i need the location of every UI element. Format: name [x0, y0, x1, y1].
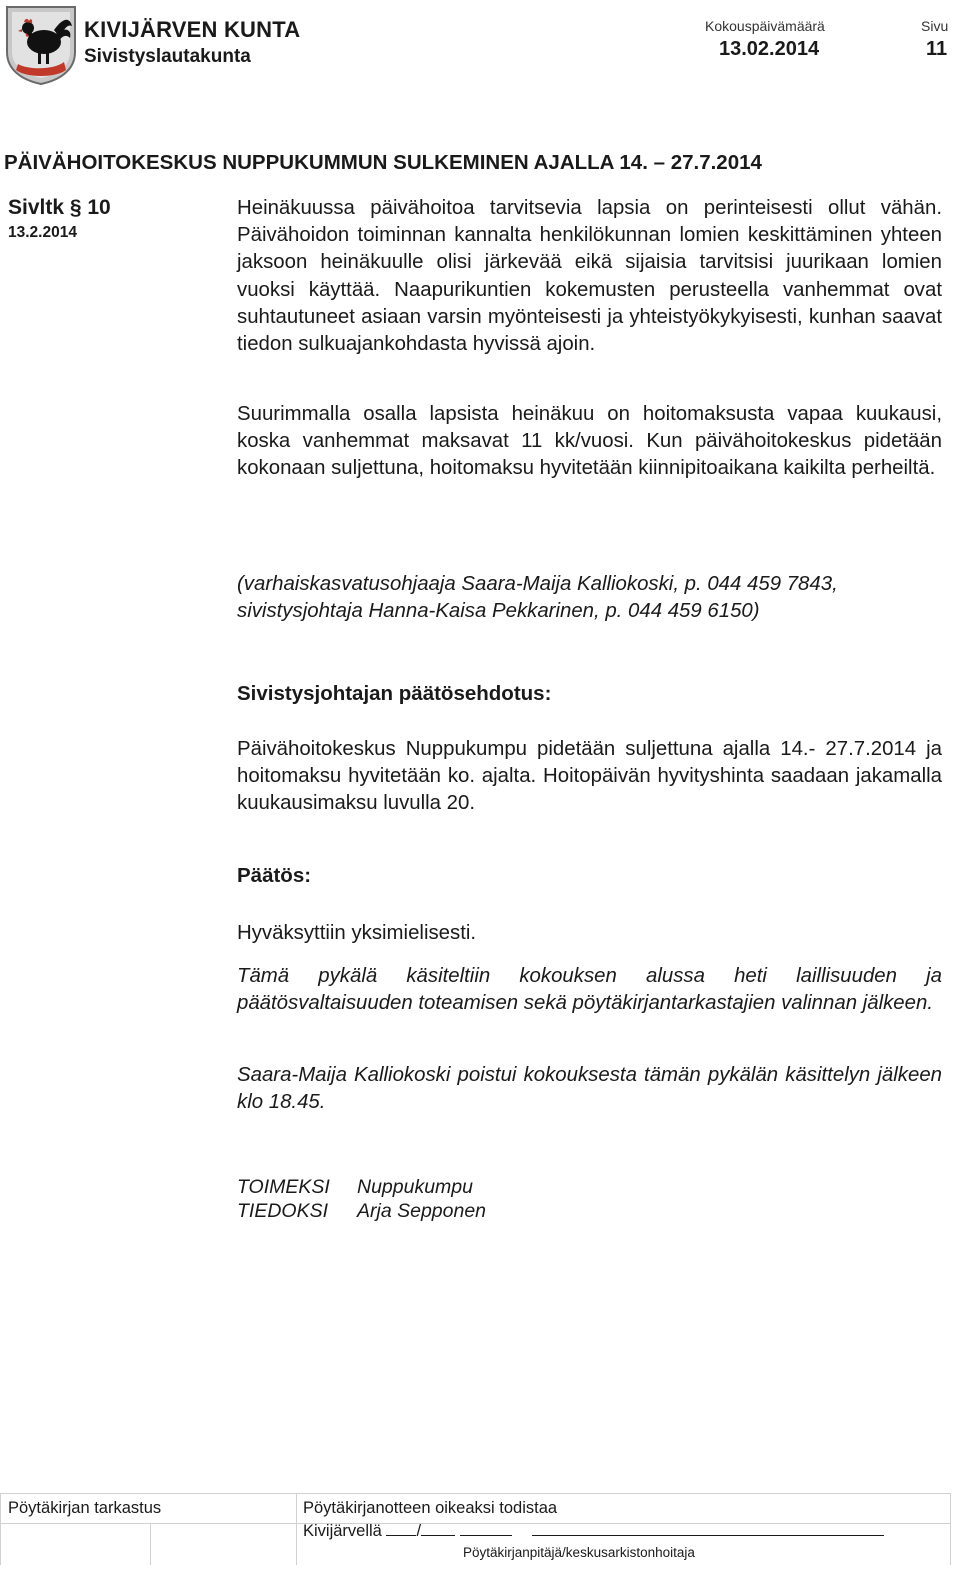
document-title: PÄIVÄHOITOKESKUS NUPPUKUMMUN SULKEMINEN AJALLA 14. – 27.7.2014: [4, 151, 762, 174]
meeting-date-label: Kokouspäivämäärä: [705, 18, 825, 34]
date-slash: /: [416, 1522, 422, 1540]
proposal-text: Päivähoitokeskus Nuppukumpu pidetään suljettuna ajalla 14.- 27.7.2014 ja hoitomaksu hyvitetään ko. ajalta. Hoitopäivän hyvityshinta saadaan jakamalla kuukausimaksu luvulla 20.: [237, 738, 942, 815]
distribution-value: Nuppukumpu: [357, 1176, 473, 1198]
signature-footer: [0, 1493, 951, 1565]
distribution-value: Arja Sepponen: [357, 1199, 487, 1222]
paragraph-background: Heinäkuussa päivähoitoa tarvitsevia lapsia on perinteisesti ollut vähän. Päivähoidon toiminnan kannalta henkilökunnan lomien keskittäminen yhteen jaksoon heinäkuulle olisi järkevää eikä sijaisia tarvitsisi juurikaan lomien vuoksi käyttää. Naapurikuntien kokemusten perusteella vanhemmat ovat suhtautuneet asiaan varsin myönteisesti ja yhteistyökykyisesti, kunhan saavat tiedon sulkuajankohdasta hyvissä ajoin.: [237, 197, 942, 356]
organization-name: KIVIJÄRVEN KUNTA: [84, 17, 301, 42]
distribution-row: [237, 1176, 486, 1200]
place-date-line: [303, 1520, 884, 1541]
meeting-date: 13.02.2014: [719, 38, 820, 60]
distribution-key: TOIMEKSI: [237, 1176, 330, 1198]
distribution-list: [237, 1176, 486, 1223]
section-date: 13.2.2014: [8, 224, 77, 241]
proposal-heading: Sivistysjohtajan päätösehdotus:: [237, 682, 552, 705]
distribution-key: TIEDOKSI: [237, 1199, 329, 1222]
department-name: Sivistyslautakunta: [84, 46, 251, 67]
certified-label: Pöytäkirjanotteen oikeaksi todistaa: [303, 1499, 558, 1517]
note-legality: Tämä pykälä käsiteltiin kokouksen alussa heti laillisuuden ja päätösvaltaisuuden toteamisen sekä pöytäkirjantarkastajien valinnan jälkeen.: [237, 965, 942, 1015]
review-label: Pöytäkirjan tarkastus: [8, 1499, 162, 1517]
contact-info: (varhaiskasvatusohjaaja Saara-Maija Kalliokoski, p. 044 459 7843, sivistysjohtaja Hanna-Kaisa Pekkarinen, p. 044 459 6150): [237, 573, 838, 623]
note-departure: Saara-Maija Kalliokoski poistui kokouksesta tämän pykälän käsittelyn jälkeen klo 18.45.: [237, 1064, 942, 1114]
paragraph-fees: Suurimmalla osalla lapsista heinäkuu on hoitomaksusta vapaa kuukausi, koska vanhemmat maksavat 11 kk/vuosi. Kun päivähoitokeskus pidetään kokonaan suljettuna, hoitomaksu hyvitetään kiinnipitoaikana kaikilta perheiltä.: [237, 403, 942, 480]
rooster-crest-icon: [4, 4, 78, 86]
decision-text: Hyväksyttiin yksimielisesti.: [237, 922, 477, 944]
signer-role: Pöytäkirjanpitäjä/keskusarkistonhoitaja: [463, 1545, 695, 1560]
place-name: Kivijärvellä: [303, 1522, 382, 1540]
page-number: 11: [926, 38, 948, 60]
page-label: Sivu: [921, 18, 949, 34]
section-number: Sivltk § 10: [8, 196, 111, 219]
decision-heading: Päätös:: [237, 864, 312, 887]
distribution-row: [237, 1200, 486, 1224]
